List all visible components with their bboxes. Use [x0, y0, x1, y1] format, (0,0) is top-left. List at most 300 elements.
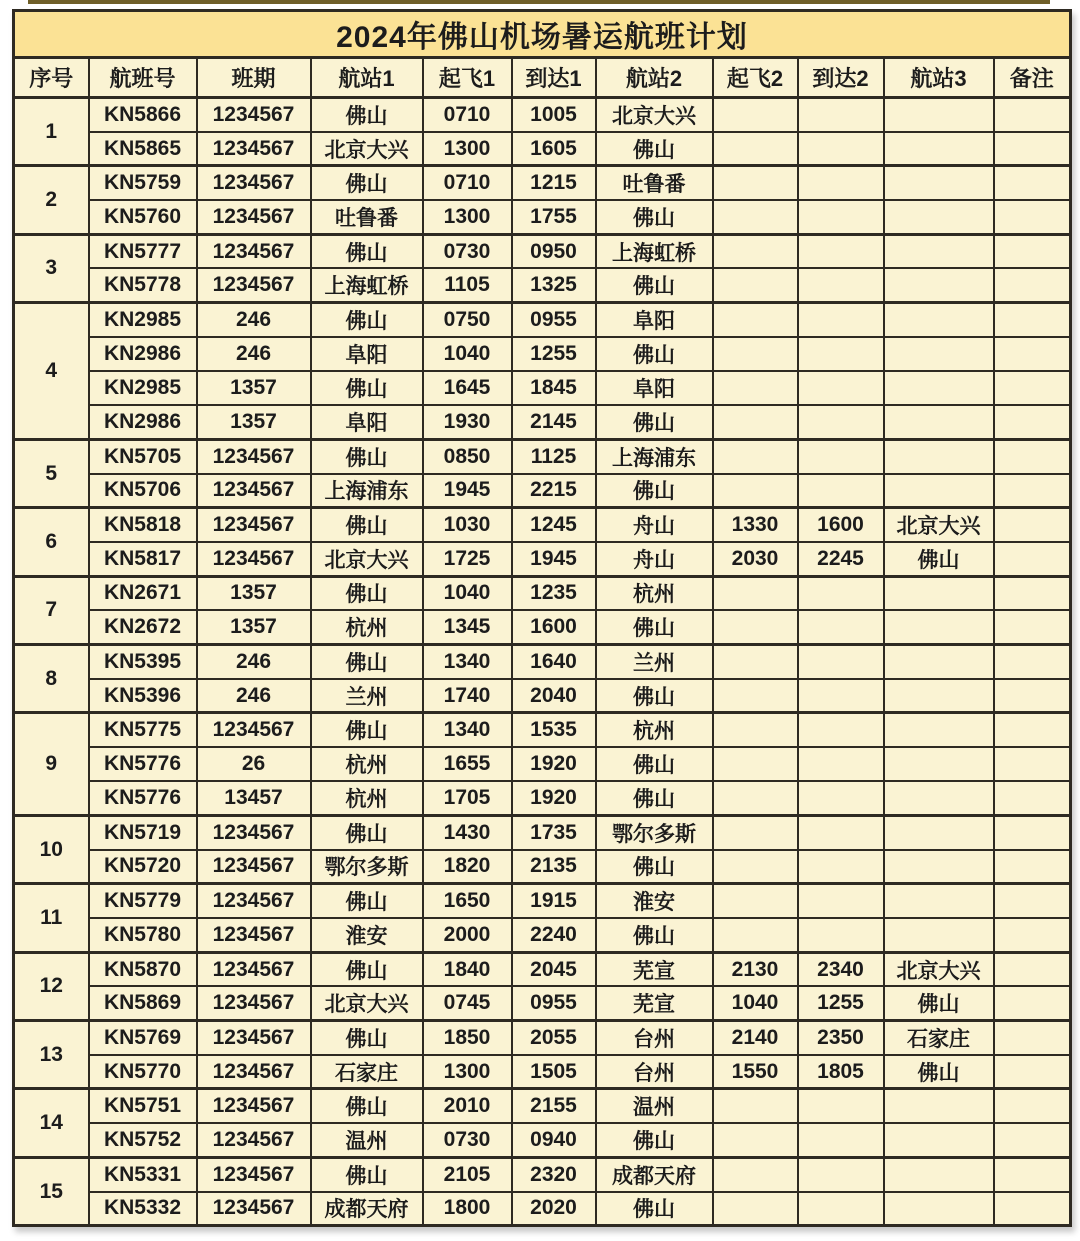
- cell-arr1: 2320: [512, 1157, 596, 1191]
- cell-dep1: 1725: [423, 542, 512, 576]
- cell-station1: 上海浦东: [311, 474, 423, 508]
- table-row: [14, 200, 1071, 234]
- cell-arr2: [798, 1157, 884, 1191]
- cell-arr2: [798, 166, 884, 200]
- cell-remark: [994, 200, 1071, 234]
- flight-group: [14, 439, 1071, 507]
- cell-arr2: 2245: [798, 542, 884, 576]
- cell-station2: 佛山: [596, 1192, 713, 1226]
- cell-seq: 5: [14, 439, 89, 507]
- cell-arr2: [798, 1123, 884, 1157]
- flight-group: [14, 166, 1071, 234]
- cell-arr2: 1255: [798, 986, 884, 1020]
- cell-arr1: 1325: [512, 268, 596, 302]
- cell-flight-no: KN5720: [89, 850, 197, 884]
- cell-station1: 佛山: [311, 439, 423, 473]
- cell-station2: 北京大兴: [596, 98, 713, 132]
- cell-station3: 佛山: [884, 986, 994, 1020]
- table-row: [14, 303, 1071, 337]
- column-header-remark: 备注: [994, 58, 1071, 98]
- cell-dep1: 0850: [423, 439, 512, 473]
- cell-seq: 9: [14, 713, 89, 816]
- table-row: [14, 576, 1071, 610]
- cell-station2: 佛山: [596, 781, 713, 815]
- cell-remark: [994, 986, 1071, 1020]
- flight-group: [14, 1021, 1071, 1089]
- cell-arr1: 2040: [512, 679, 596, 713]
- cell-remark: [994, 645, 1071, 679]
- cell-days: 1234567: [197, 234, 311, 268]
- cell-dep1: 1820: [423, 850, 512, 884]
- cell-station2: 淮安: [596, 884, 713, 918]
- flight-group: [14, 576, 1071, 644]
- cell-seq: 4: [14, 303, 89, 440]
- cell-days: 246: [197, 645, 311, 679]
- cell-station1: 佛山: [311, 98, 423, 132]
- cell-arr1: 0950: [512, 234, 596, 268]
- table-row: [14, 371, 1071, 405]
- cell-dep1: 1930: [423, 405, 512, 439]
- cell-station2: 阜阳: [596, 371, 713, 405]
- cell-arr1: 1920: [512, 781, 596, 815]
- cell-station3: [884, 234, 994, 268]
- table-row: [14, 439, 1071, 473]
- cell-days: 1357: [197, 576, 311, 610]
- cell-dep2: [713, 132, 798, 166]
- cell-station1: 杭州: [311, 747, 423, 781]
- cell-station2: 佛山: [596, 610, 713, 644]
- cell-arr2: [798, 815, 884, 849]
- cell-arr1: 1005: [512, 98, 596, 132]
- cell-days: 1234567: [197, 200, 311, 234]
- cell-remark: [994, 781, 1071, 815]
- cell-remark: [994, 1055, 1071, 1089]
- cell-seq: 11: [14, 884, 89, 952]
- cell-station1: 佛山: [311, 884, 423, 918]
- cell-station2: 成都天府: [596, 1157, 713, 1191]
- cell-dep2: [713, 303, 798, 337]
- cell-station2: 佛山: [596, 268, 713, 302]
- cell-station2: 上海虹桥: [596, 234, 713, 268]
- cell-dep2: [713, 850, 798, 884]
- cell-flight-no: KN5759: [89, 166, 197, 200]
- cell-days: 246: [197, 303, 311, 337]
- cell-arr1: 0955: [512, 303, 596, 337]
- cell-station1: 杭州: [311, 610, 423, 644]
- cell-arr1: 1235: [512, 576, 596, 610]
- cell-station2: 佛山: [596, 132, 713, 166]
- cell-remark: [994, 1192, 1071, 1226]
- cell-dep1: 2000: [423, 918, 512, 952]
- cell-arr2: [798, 610, 884, 644]
- cell-dep1: 1430: [423, 815, 512, 849]
- cell-days: 1234567: [197, 1055, 311, 1089]
- cell-remark: [994, 918, 1071, 952]
- cell-station3: [884, 884, 994, 918]
- cell-dep2: [713, 337, 798, 371]
- table-row: [14, 815, 1071, 849]
- cell-station2: 舟山: [596, 508, 713, 542]
- cell-days: 246: [197, 679, 311, 713]
- cell-dep1: 1300: [423, 200, 512, 234]
- flight-group: [14, 815, 1071, 883]
- cell-arr1: 1255: [512, 337, 596, 371]
- column-header-seq: 序号: [14, 58, 89, 98]
- cell-station3: [884, 781, 994, 815]
- cell-dep1: 1945: [423, 474, 512, 508]
- cell-dep2: 1330: [713, 508, 798, 542]
- cell-dep2: [713, 918, 798, 952]
- cell-station3: [884, 439, 994, 473]
- cell-arr2: [798, 918, 884, 952]
- cell-flight-no: KN2671: [89, 576, 197, 610]
- cell-dep1: 0710: [423, 98, 512, 132]
- page-title: 2024年佛山机场暑运航班计划: [14, 11, 1071, 58]
- cell-seq: 13: [14, 1021, 89, 1089]
- table-row: [14, 1021, 1071, 1055]
- flight-group: [14, 713, 1071, 816]
- cell-dep1: 1340: [423, 645, 512, 679]
- cell-station2: 杭州: [596, 713, 713, 747]
- cell-arr2: 2340: [798, 952, 884, 986]
- cell-flight-no: KN2985: [89, 371, 197, 405]
- cell-days: 1234567: [197, 1157, 311, 1191]
- cell-dep2: [713, 268, 798, 302]
- cell-dep1: 1105: [423, 268, 512, 302]
- cell-flight-no: KN5331: [89, 1157, 197, 1191]
- cell-arr1: 1600: [512, 610, 596, 644]
- cell-station3: [884, 610, 994, 644]
- cell-remark: [994, 98, 1071, 132]
- cell-arr1: 2240: [512, 918, 596, 952]
- table-row: [14, 234, 1071, 268]
- cell-remark: [994, 508, 1071, 542]
- cell-station3: [884, 1089, 994, 1123]
- cell-flight-no: KN5778: [89, 268, 197, 302]
- cell-flight-no: KN5777: [89, 234, 197, 268]
- cell-remark: [994, 679, 1071, 713]
- cell-remark: [994, 884, 1071, 918]
- table-row: [14, 884, 1071, 918]
- cell-dep1: 1705: [423, 781, 512, 815]
- cell-days: 26: [197, 747, 311, 781]
- cell-arr1: 1125: [512, 439, 596, 473]
- cell-arr1: 1640: [512, 645, 596, 679]
- column-header-dep2: 起飞2: [713, 58, 798, 98]
- cell-days: 1234567: [197, 98, 311, 132]
- cell-station2: 佛山: [596, 200, 713, 234]
- cell-flight-no: KN5865: [89, 132, 197, 166]
- cell-flight-no: KN2986: [89, 405, 197, 439]
- cell-station3: 北京大兴: [884, 952, 994, 986]
- cell-dep1: 0710: [423, 166, 512, 200]
- cell-flight-no: KN5395: [89, 645, 197, 679]
- cell-seq: 12: [14, 952, 89, 1020]
- cell-dep2: [713, 1192, 798, 1226]
- cell-remark: [994, 576, 1071, 610]
- cell-station3: [884, 576, 994, 610]
- cell-dep2: [713, 815, 798, 849]
- cell-station3: [884, 303, 994, 337]
- cell-dep2: [713, 781, 798, 815]
- cell-flight-no: KN5769: [89, 1021, 197, 1055]
- cell-dep2: [713, 371, 798, 405]
- cell-station2: 佛山: [596, 1123, 713, 1157]
- cell-dep2: 1040: [713, 986, 798, 1020]
- cell-seq: 2: [14, 166, 89, 234]
- cell-station2: 佛山: [596, 747, 713, 781]
- cell-dep2: 2140: [713, 1021, 798, 1055]
- cell-dep1: 1300: [423, 132, 512, 166]
- cell-days: 1234567: [197, 1021, 311, 1055]
- cell-station1: 石家庄: [311, 1055, 423, 1089]
- table-row: [14, 781, 1071, 815]
- cell-dep2: 1550: [713, 1055, 798, 1089]
- column-header-station1: 航站1: [311, 58, 423, 98]
- table-row: [14, 850, 1071, 884]
- cell-remark: [994, 132, 1071, 166]
- cell-dep2: [713, 166, 798, 200]
- cell-arr1: 1915: [512, 884, 596, 918]
- cell-arr1: 1505: [512, 1055, 596, 1089]
- cell-arr1: 1945: [512, 542, 596, 576]
- flight-group: [14, 98, 1071, 166]
- cell-flight-no: KN5775: [89, 713, 197, 747]
- cell-station3: 北京大兴: [884, 508, 994, 542]
- cell-dep1: 1040: [423, 576, 512, 610]
- cell-remark: [994, 952, 1071, 986]
- cell-flight-no: KN5869: [89, 986, 197, 1020]
- cell-station2: 佛山: [596, 474, 713, 508]
- cell-arr2: [798, 132, 884, 166]
- table-header-row: [14, 58, 1071, 98]
- cell-dep1: 1800: [423, 1192, 512, 1226]
- cell-dep1: 0730: [423, 234, 512, 268]
- cell-dep2: 2130: [713, 952, 798, 986]
- table-row: [14, 1192, 1071, 1226]
- cell-station1: 佛山: [311, 303, 423, 337]
- table-row: [14, 986, 1071, 1020]
- cell-station3: [884, 815, 994, 849]
- cell-station3: [884, 132, 994, 166]
- cell-arr2: [798, 234, 884, 268]
- cell-dep2: [713, 405, 798, 439]
- cell-station2: 吐鲁番: [596, 166, 713, 200]
- cell-remark: [994, 166, 1071, 200]
- title-row: [14, 11, 1071, 58]
- cell-flight-no: KN5706: [89, 474, 197, 508]
- cell-dep1: 1850: [423, 1021, 512, 1055]
- cell-remark: [994, 1157, 1071, 1191]
- cell-dep2: [713, 713, 798, 747]
- column-header-days: 班期: [197, 58, 311, 98]
- cell-days: 1234567: [197, 1089, 311, 1123]
- cell-arr1: 2020: [512, 1192, 596, 1226]
- cell-station2: 鄂尔多斯: [596, 815, 713, 849]
- cell-arr2: [798, 439, 884, 473]
- table-row: [14, 542, 1071, 576]
- cell-dep1: 1645: [423, 371, 512, 405]
- cell-remark: [994, 1089, 1071, 1123]
- cell-arr2: [798, 747, 884, 781]
- cell-flight-no: KN5332: [89, 1192, 197, 1226]
- flight-group: [14, 303, 1071, 440]
- table-row: [14, 405, 1071, 439]
- cell-arr2: 2350: [798, 1021, 884, 1055]
- column-header-station3: 航站3: [884, 58, 994, 98]
- cell-days: 246: [197, 337, 311, 371]
- cell-days: 1234567: [197, 508, 311, 542]
- cell-flight-no: KN5705: [89, 439, 197, 473]
- cell-arr2: [798, 268, 884, 302]
- cell-dep1: 2105: [423, 1157, 512, 1191]
- cell-arr1: 2135: [512, 850, 596, 884]
- cell-station3: [884, 1123, 994, 1157]
- cell-station1: 北京大兴: [311, 542, 423, 576]
- cell-arr1: 1845: [512, 371, 596, 405]
- cell-dep1: 1345: [423, 610, 512, 644]
- cell-station2: 兰州: [596, 645, 713, 679]
- cell-remark: [994, 303, 1071, 337]
- cell-station3: 佛山: [884, 1055, 994, 1089]
- cell-arr1: 1755: [512, 200, 596, 234]
- cell-station2: 芜宣: [596, 986, 713, 1020]
- cell-station2: 芜宣: [596, 952, 713, 986]
- cell-dep2: [713, 234, 798, 268]
- cell-station3: 佛山: [884, 542, 994, 576]
- cell-days: 1234567: [197, 1123, 311, 1157]
- cell-days: 1357: [197, 610, 311, 644]
- cell-station3: [884, 1192, 994, 1226]
- cell-station3: [884, 850, 994, 884]
- cell-station2: 台州: [596, 1021, 713, 1055]
- cell-dep2: [713, 747, 798, 781]
- cell-station1: 北京大兴: [311, 132, 423, 166]
- table-row: [14, 713, 1071, 747]
- cell-station1: 杭州: [311, 781, 423, 815]
- cell-station3: [884, 474, 994, 508]
- column-header-dep1: 起飞1: [423, 58, 512, 98]
- cell-arr2: [798, 303, 884, 337]
- cell-dep1: 1030: [423, 508, 512, 542]
- cell-station2: 佛山: [596, 918, 713, 952]
- table-row: [14, 1089, 1071, 1123]
- cell-station3: [884, 371, 994, 405]
- cell-arr2: [798, 679, 884, 713]
- cell-remark: [994, 542, 1071, 576]
- cell-arr2: [798, 713, 884, 747]
- cell-arr2: [798, 576, 884, 610]
- cell-dep2: [713, 200, 798, 234]
- cell-flight-no: KN5751: [89, 1089, 197, 1123]
- cell-station2: 佛山: [596, 679, 713, 713]
- cell-flight-no: KN5776: [89, 781, 197, 815]
- cell-arr1: 2045: [512, 952, 596, 986]
- cell-station1: 佛山: [311, 1089, 423, 1123]
- cell-station1: 成都天府: [311, 1192, 423, 1226]
- cell-station2: 上海浦东: [596, 439, 713, 473]
- table-row: [14, 747, 1071, 781]
- cell-station1: 佛山: [311, 713, 423, 747]
- cell-arr1: 2155: [512, 1089, 596, 1123]
- cell-arr1: 1605: [512, 132, 596, 166]
- cell-days: 1234567: [197, 918, 311, 952]
- cell-arr1: 1215: [512, 166, 596, 200]
- cell-arr1: 1920: [512, 747, 596, 781]
- cell-remark: [994, 234, 1071, 268]
- cell-station3: [884, 645, 994, 679]
- cell-days: 1234567: [197, 850, 311, 884]
- cell-dep1: 1300: [423, 1055, 512, 1089]
- cell-days: 1234567: [197, 166, 311, 200]
- cell-dep1: 0745: [423, 986, 512, 1020]
- cell-flight-no: KN5396: [89, 679, 197, 713]
- cell-days: 1234567: [197, 132, 311, 166]
- cell-remark: [994, 1021, 1071, 1055]
- cell-dep2: [713, 1157, 798, 1191]
- cell-station3: 石家庄: [884, 1021, 994, 1055]
- cell-arr2: [798, 474, 884, 508]
- cell-dep1: 1340: [423, 713, 512, 747]
- cell-arr2: [798, 98, 884, 132]
- table-row: [14, 645, 1071, 679]
- table-row: [14, 918, 1071, 952]
- table-row: [14, 1157, 1071, 1191]
- cell-dep2: [713, 1089, 798, 1123]
- cell-station1: 淮安: [311, 918, 423, 952]
- cell-arr1: 2145: [512, 405, 596, 439]
- cell-dep2: [713, 439, 798, 473]
- cell-days: 1234567: [197, 268, 311, 302]
- cell-dep1: 1650: [423, 884, 512, 918]
- cell-dep2: [713, 576, 798, 610]
- cell-station1: 阜阳: [311, 405, 423, 439]
- cell-days: 13457: [197, 781, 311, 815]
- cell-arr2: [798, 337, 884, 371]
- cell-seq: 10: [14, 815, 89, 883]
- cell-dep1: 1840: [423, 952, 512, 986]
- cell-station3: [884, 1157, 994, 1191]
- column-header-flight-no: 航班号: [89, 58, 197, 98]
- cell-flight-no: KN5779: [89, 884, 197, 918]
- cell-station1: 上海虹桥: [311, 268, 423, 302]
- cell-flight-no: KN5752: [89, 1123, 197, 1157]
- cell-station1: 佛山: [311, 815, 423, 849]
- cell-station3: [884, 166, 994, 200]
- cell-flight-no: KN5817: [89, 542, 197, 576]
- cell-station1: 吐鲁番: [311, 200, 423, 234]
- cell-station1: 佛山: [311, 371, 423, 405]
- cell-dep2: [713, 645, 798, 679]
- cell-remark: [994, 474, 1071, 508]
- cell-days: 1234567: [197, 1192, 311, 1226]
- cell-flight-no: KN5719: [89, 815, 197, 849]
- cell-station1: 佛山: [311, 576, 423, 610]
- cell-remark: [994, 1123, 1071, 1157]
- cell-station1: 北京大兴: [311, 986, 423, 1020]
- table-row: [14, 337, 1071, 371]
- top-strip-decoration: [28, 0, 1050, 4]
- cell-days: 1234567: [197, 474, 311, 508]
- cell-arr1: 0955: [512, 986, 596, 1020]
- cell-flight-no: KN2672: [89, 610, 197, 644]
- cell-remark: [994, 610, 1071, 644]
- cell-flight-no: KN5818: [89, 508, 197, 542]
- cell-dep2: 2030: [713, 542, 798, 576]
- cell-arr1: 2055: [512, 1021, 596, 1055]
- cell-station1: 佛山: [311, 645, 423, 679]
- table-row: [14, 508, 1071, 542]
